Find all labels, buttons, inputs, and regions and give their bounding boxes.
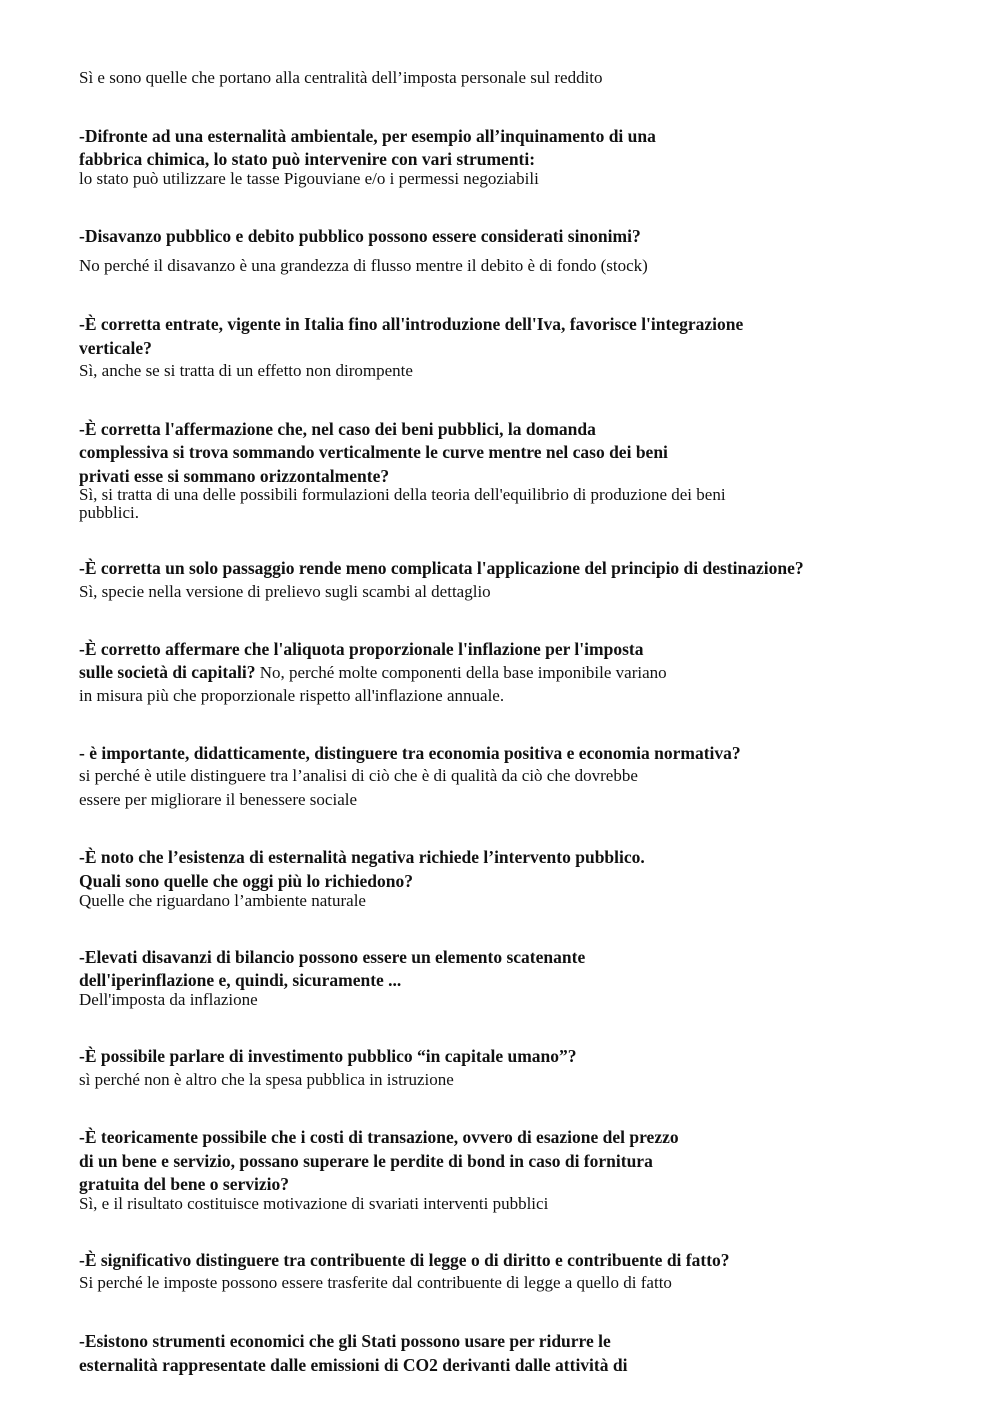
answer-line: Sì, anche se si tratta di un effetto non dirompente (79, 361, 413, 380)
question-line: -È corretta entrate, vigente in Italia fino all'introduzione dell'Iva, favorisce l'integrazione (79, 314, 744, 334)
question-line: -È noto che l’esistenza di esternalità negativa richiede l’intervento pubblico. (79, 847, 645, 867)
question-line: -È corretta l'affermazione che, nel caso dei beni pubblici, la domanda (79, 419, 596, 439)
answer-line: sì perché non è altro che la spesa pubblica in istruzione (79, 1070, 454, 1089)
answer-fragment: No, perché molte componenti della base imponibile variano (255, 663, 667, 682)
question-line: -È corretto affermare che l'aliquota proporzionale l'inflazione per l'imposta (79, 639, 644, 659)
question-line: -È significativo distinguere tra contribuente di legge o di diritto e contribuente di fatto? (79, 1250, 730, 1270)
answer-line: si perché è utile distinguere tra l’analisi di ciò che è di qualità da ciò che dovrebbe (79, 766, 638, 785)
question-line: -Esistono strumenti economici che gli Stati possono usare per ridurre le (79, 1331, 611, 1351)
answer-line: lo stato può utilizzare le tasse Pigouviane e/o i permessi negoziabili (79, 169, 539, 188)
question-line: fabbrica chimica, lo stato può intervenire con vari strumenti: (79, 149, 536, 169)
answer-line: Sì, si tratta di una delle possibili formulazioni della teoria dell'equilibrio di produzione dei beni (79, 485, 726, 504)
answer-line: Sì, e il risultato costituisce motivazione di svariati interventi pubblici (79, 1194, 549, 1213)
question-line: privati esse si sommano orizzontalmente? (79, 466, 390, 486)
question-line: -Difronte ad una esternalità ambientale, per esempio all’inquinamento di una (79, 126, 656, 146)
answer-line: in misura più che proporzionale rispetto all'inflazione annuale. (79, 686, 505, 705)
question-line: -È possibile parlare di investimento pubblico “in capitale umano”? (79, 1046, 577, 1066)
question-line: gratuita del bene o servizio? (79, 1174, 289, 1194)
question-line: esternalità rappresentate dalle emissioni di CO2 derivanti dalle attività di (79, 1355, 628, 1375)
question-line: - è importante, didatticamente, distinguere tra economia positiva e economia normativa? (79, 743, 741, 763)
answer-line: Si perché le imposte possono essere trasferite dal contribuente di legge a quello di fatto (79, 1273, 672, 1292)
answer-line: No perché il disavanzo è una grandezza di flusso mentre il debito è di fondo (stock) (79, 256, 648, 275)
question-line: verticale? (79, 338, 152, 358)
question-answer-line (79, 662, 667, 683)
question-line: -Disavanzo pubblico e debito pubblico possono essere considerati sinonimi? (79, 226, 641, 246)
question-fragment: sulle società di capitali? (79, 662, 256, 682)
question-line: -Elevati disavanzi di bilancio possono essere un elemento scatenante (79, 947, 586, 967)
question-line: Quali sono quelle che oggi più lo richiedono? (79, 871, 414, 891)
answer-line: Sì, specie nella versione di prelievo sugli scambi al dettaglio (79, 582, 491, 601)
question-line: -È corretta un solo passaggio rende meno complicata l'applicazione del principio di destinazione? (79, 558, 804, 578)
question-line: dell'iperinflazione e, quindi, sicuramente ... (79, 970, 402, 990)
intro-answer: Sì e sono quelle che portano alla centralità dell’imposta personale sul reddito (79, 68, 603, 87)
answer-line: Quelle che riguardano l’ambiente naturale (79, 891, 366, 910)
answer-line: pubblici. (79, 503, 139, 522)
question-line: complessiva si trova sommando verticalmente le curve mentre nel caso dei beni (79, 442, 668, 462)
answer-line: essere per migliorare il benessere sociale (79, 790, 358, 809)
answer-line: Dell'imposta da inflazione (79, 990, 258, 1009)
question-line: -È teoricamente possibile che i costi di transazione, ovvero di esazione del prezzo (79, 1127, 679, 1147)
question-line: di un bene e servizio, possano superare le perdite di bond in caso di fornitura (79, 1151, 653, 1171)
